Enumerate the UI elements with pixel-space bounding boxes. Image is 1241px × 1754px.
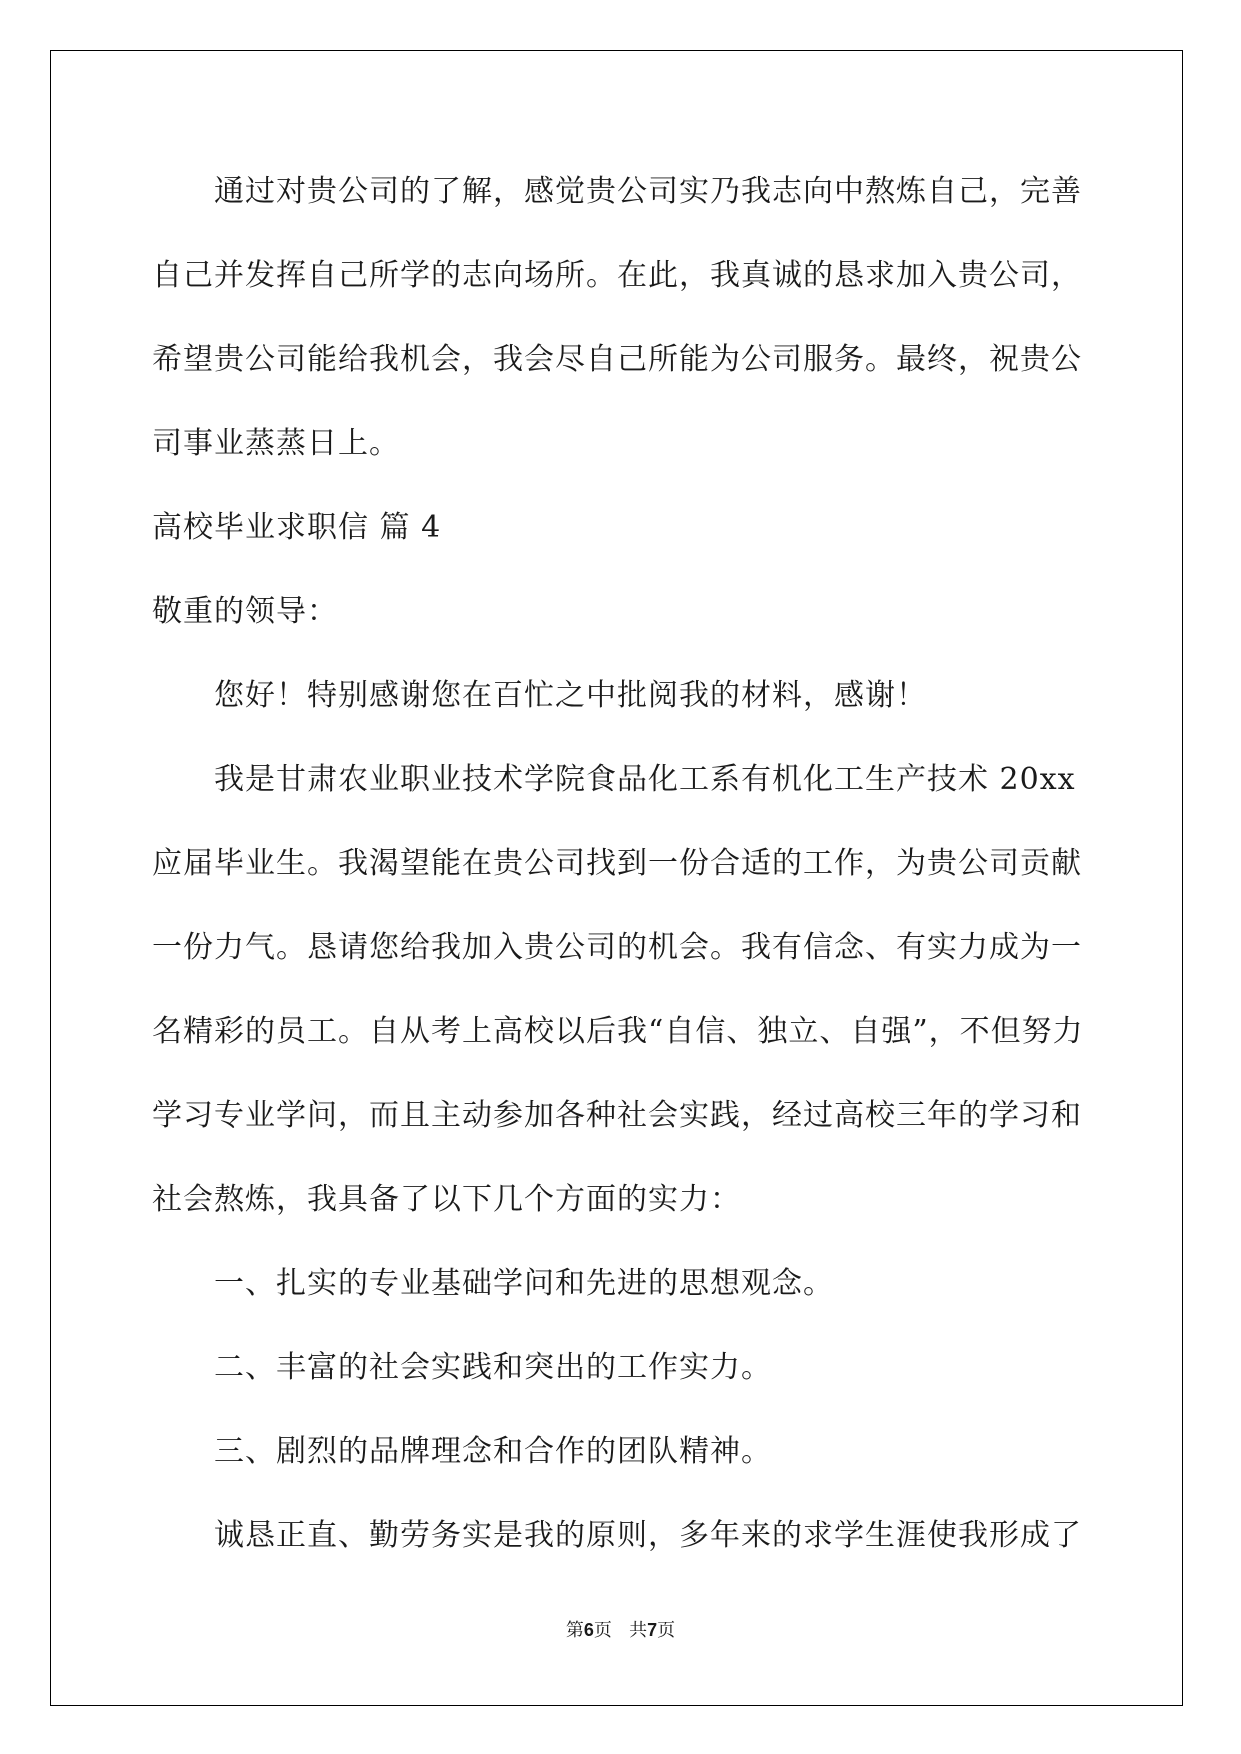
list-item: 三、剧烈的品牌理念和合作的团队精神。 [214, 1434, 772, 1469]
paragraph-line: 一份力气。恳请您给我加入贵公司的机会。我有信念、有实力成为一 [152, 930, 1082, 965]
paragraph-line: 社会熬炼，我具备了以下几个方面的实力： [152, 1182, 741, 1217]
paragraph-line: 希望贵公司能给我机会，我会尽自己所能为公司服务。最终，祝贵公 [152, 342, 1082, 377]
paragraph-line: 诚恳正直、勤劳务实是我的原则，多年来的求学生涯使我形成了 [214, 1518, 1082, 1553]
list-item: 二、丰富的社会实践和突出的工作实力。 [214, 1350, 772, 1385]
salutation: 敬重的领导： [152, 594, 338, 629]
paragraph-line: 自己并发挥自己所学的志向场所。在此，我真诚的恳求加入贵公司， [152, 258, 1082, 293]
total-pages-number: 7 [647, 1620, 658, 1640]
current-page-number: 6 [583, 1620, 594, 1640]
page-footer [0, 1616, 1241, 1642]
paragraph-line: 我是甘肃农业职业技术学院食品化工系有机化工生产技术 20xx [214, 762, 1076, 797]
document-body [152, 165, 1082, 1593]
paragraph-line: 您好！特别感谢您在百忙之中批阅我的材料，感谢！ [214, 678, 927, 713]
section-heading: 高校毕业求职信 篇 4 [152, 510, 442, 545]
footer-total-suffix: 页 [657, 1620, 676, 1641]
footer-total-prefix: 共 [629, 1620, 648, 1641]
paragraph-line: 学习专业学问，而且主动参加各种社会实践，经过高校三年的学习和 [152, 1098, 1082, 1133]
paragraph-line: 名精彩的员工。自从考上高校以后我“自信、独立、自强”，不但努力 [152, 1014, 1084, 1049]
list-item: 一、扎实的专业基础学问和先进的思想观念。 [214, 1266, 834, 1301]
footer-prefix: 第 [565, 1620, 584, 1641]
paragraph-line: 司事业蒸蒸日上。 [152, 426, 400, 461]
paragraph-line: 应届毕业生。我渴望能在贵公司找到一份合适的工作，为贵公司贡献 [152, 846, 1082, 881]
footer-page-suffix: 页 [593, 1620, 612, 1641]
paragraph-line: 通过对贵公司的了解，感觉贵公司实乃我志向中熬炼自己，完善 [214, 174, 1082, 209]
